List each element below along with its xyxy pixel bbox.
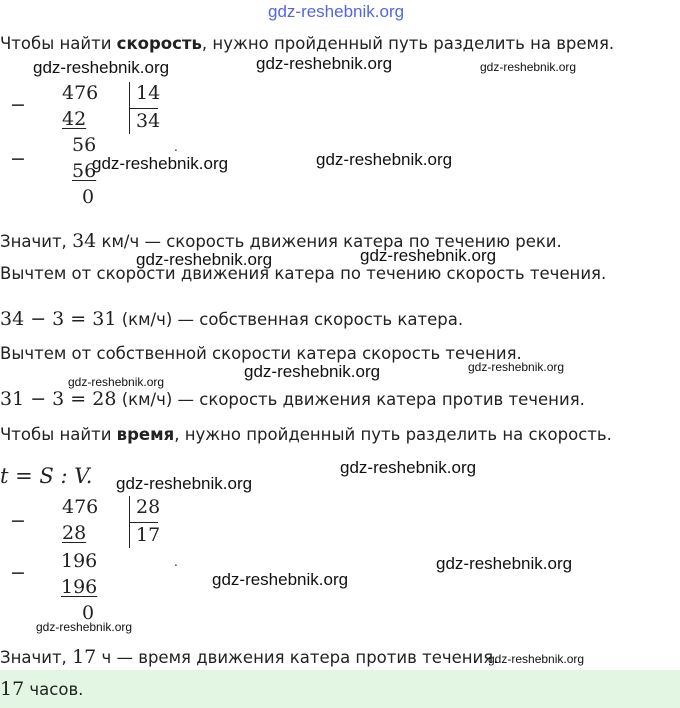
division-divisor-line — [130, 108, 158, 109]
answer-value: 17 — [0, 678, 25, 700]
division-remainder-step: 56 — [72, 134, 97, 156]
division2-first-subtrahend: 28 — [62, 522, 87, 544]
watermark: gdz-reshebnik.org — [212, 570, 349, 589]
speed-intro — [0, 34, 614, 53]
watermark: gdz-reshebnik.org — [244, 362, 381, 381]
division-quotient: 34 — [136, 110, 161, 132]
time-intro-bold: время — [116, 425, 175, 444]
watermark: gdz-reshebnik.org — [468, 360, 565, 374]
division2-divisor: 28 — [136, 496, 161, 518]
watermark: gdz-reshebnik.org — [36, 620, 133, 634]
watermark: gdz-reshebnik.org — [360, 246, 497, 265]
division-second-subtrahend: 56 — [72, 160, 97, 182]
own-speed-equation-tail: (км/ч) — собственная скорость катера. — [116, 310, 464, 329]
watermark: gdz-reshebnik.org — [316, 150, 453, 169]
division2-second-subtrahend: 196 — [61, 576, 98, 598]
watermark: gdz-reshebnik.org — [340, 458, 477, 477]
answer-box — [0, 670, 680, 708]
division-dividend: 476 — [62, 82, 99, 104]
own-speed-equation-line — [0, 308, 463, 330]
time-conclusion-value: 17 — [72, 646, 97, 668]
stray-dot: . — [174, 555, 178, 569]
time-conclusion-post: ч — время движения катера против течения. — [96, 648, 499, 667]
division-minus-2: − — [10, 148, 26, 170]
stray-dot: . — [174, 140, 178, 154]
division-minus-1: − — [10, 94, 26, 116]
speed-intro-bold: скорость — [116, 34, 202, 53]
against-speed-text: Вычтем от собственной скорости катера скорость течения. — [0, 344, 522, 363]
against-speed-equation-tail: (км/ч) — скорость движения катера против течения. — [116, 390, 585, 409]
division2-minus-1: − — [10, 510, 26, 532]
answer-line — [0, 678, 83, 700]
division-final-remainder: 0 — [82, 186, 95, 208]
division-divisor: 14 — [136, 82, 161, 104]
watermark: gdz-reshebnik.org — [92, 154, 229, 173]
speed-conclusion-post: км/ч — скорость движения катера по течению реки. — [96, 232, 562, 251]
watermark: gdz-reshebnik.org — [488, 652, 585, 666]
division2-dividend: 476 — [62, 496, 99, 518]
speed-conclusion-value: 34 — [72, 230, 97, 252]
time-intro — [0, 425, 612, 444]
time-intro-post: , нужно пройденный путь разделить на скорость. — [174, 425, 612, 444]
watermark-top: gdz-reshebnik.org — [268, 2, 405, 21]
watermark: gdz-reshebnik.org — [116, 474, 253, 493]
own-speed-equation: 34 − 3 = 31 — [0, 308, 117, 330]
against-speed-equation: 31 − 3 = 28 — [0, 388, 117, 410]
division-first-subtrahend: 42 — [62, 108, 87, 130]
division2-quotient: 17 — [136, 524, 161, 546]
watermark: gdz-reshebnik.org — [136, 250, 273, 269]
speed-intro-post: , нужно пройденный путь разделить на время. — [201, 34, 615, 53]
division2-divisor-line — [130, 522, 158, 523]
own-speed-text: Вычтем от скорости движения катера по течению скорость течения. — [0, 264, 607, 283]
watermark: gdz-reshebnik.org — [480, 60, 577, 74]
watermark: gdz-reshebnik.org — [33, 58, 170, 77]
speed-conclusion-pre: Значит, — [0, 232, 73, 251]
watermark: gdz-reshebnik.org — [256, 54, 393, 73]
time-conclusion-pre: Значит, — [0, 648, 73, 667]
watermark: gdz-reshebnik.org — [68, 375, 165, 389]
watermark: gdz-reshebnik.org — [436, 554, 573, 573]
division2-minus-2: − — [10, 562, 26, 584]
division2-final-remainder: 0 — [82, 602, 95, 624]
time-conclusion — [0, 646, 498, 668]
division2-remainder-step: 196 — [61, 550, 98, 572]
answer-unit: часов. — [24, 680, 84, 699]
speed-intro-pre: Чтобы найти — [0, 34, 117, 53]
time-intro-pre: Чтобы найти — [0, 425, 117, 444]
time-formula: t = S : V. — [0, 464, 93, 488]
against-speed-equation-line — [0, 388, 585, 410]
